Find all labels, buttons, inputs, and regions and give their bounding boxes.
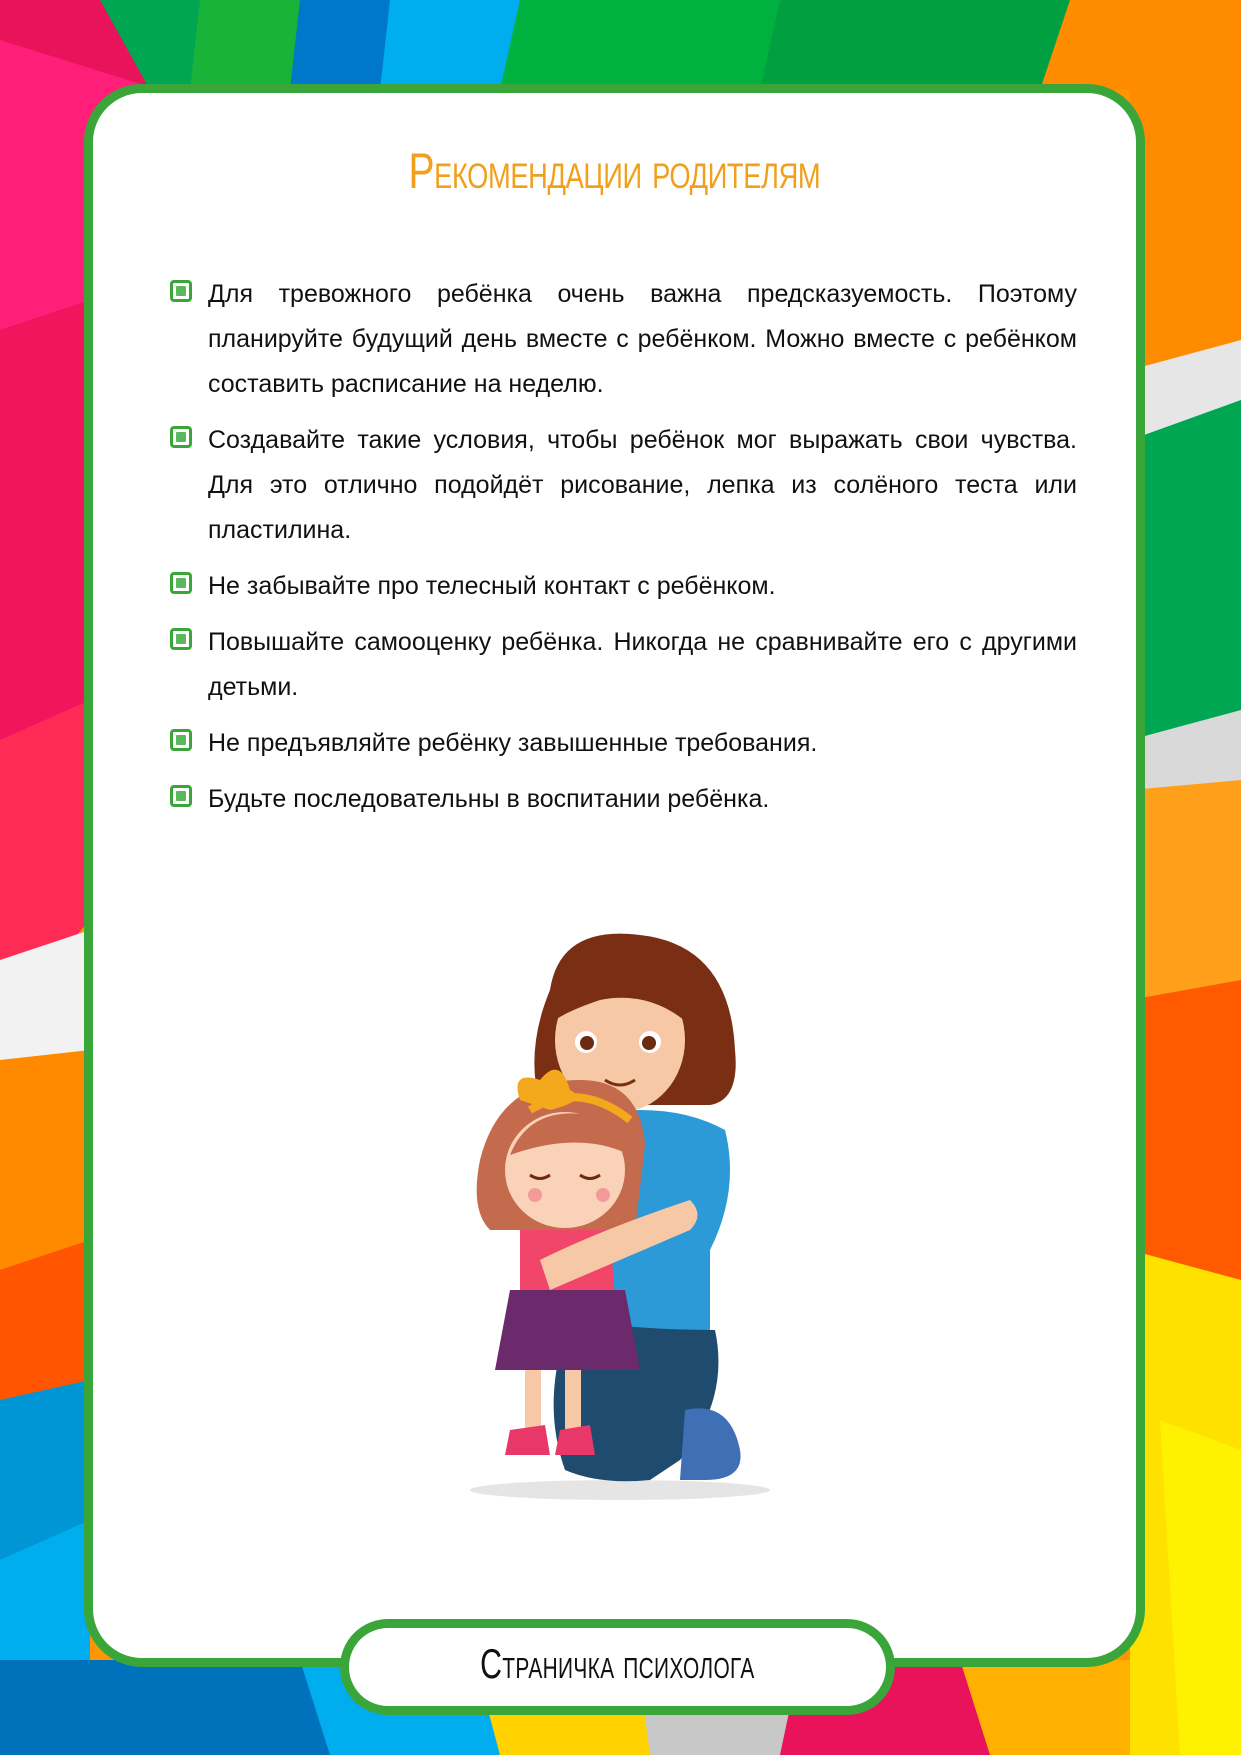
recommendation-text: Для тревожного ребёнка очень важна предсказуемость. Поэтому планируйте будущий день вместе с ребёнком. Можно вместе с ребёнком составить расписание на неделю.: [208, 280, 1077, 398]
recommendation-text: Повышайте самооценку ребёнка. Никогда не сравнивайте его с другими детьми.: [208, 628, 1077, 701]
square-bullet-icon: [170, 729, 192, 751]
list-item: [170, 564, 1077, 609]
square-bullet-icon: [170, 280, 192, 302]
recommendation-text: Создавайте такие условия, чтобы ребёнок мог выражать свои чувства. Для это отлично подойдёт рисование, лепка из солёного теста или пластилина.: [208, 426, 1077, 544]
recommendation-text: Будьте последовательны в воспитании ребёнка.: [208, 785, 770, 813]
list-item: [170, 418, 1077, 553]
recommendations-list: [170, 272, 1077, 833]
square-bullet-icon: [170, 628, 192, 650]
recommendation-text: Не забывайте про телесный контакт с ребёнком.: [208, 572, 776, 600]
mother-hugging-daughter-illustration: [440, 930, 800, 1510]
square-bullet-icon: [170, 572, 192, 594]
recommendation-text: Не предъявляйте ребёнку завышенные требования.: [208, 729, 818, 757]
square-bullet-icon: [170, 785, 192, 807]
page-title: Рекомендации родителям: [408, 143, 821, 199]
list-item: [170, 721, 1077, 766]
square-bullet-icon: [170, 426, 192, 448]
footer-label: Страничка психолога: [480, 1640, 755, 1687]
list-item: [170, 777, 1077, 822]
list-item: [170, 620, 1077, 710]
list-item: [170, 272, 1077, 407]
